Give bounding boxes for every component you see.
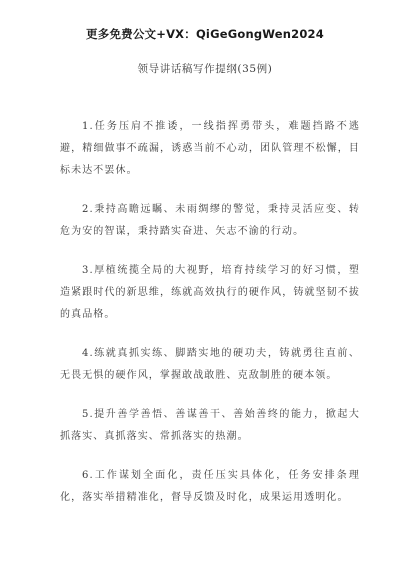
paragraph-5: 5.提升善学善悟、善谋善干、善始善终的能力，掀起大抓落实、真抓落实、常抓落实的热潮。 bbox=[60, 409, 360, 442]
paragraph-4: 4.练就真抓实练、脚踏实地的硬功夫，铸就勇往直前、无畏无惧的硬作风，掌握敢战敢胜、克敌制胜的硬本领。 bbox=[60, 348, 360, 381]
document-title: 领导讲话稿写作提纲(35例) bbox=[137, 63, 273, 75]
paragraph-1: 1.任务压肩不推诿，一线指挥勇带头，难题挡路不逃避，精细做事不疏漏，诱惑当前不心动，团队管理不松懈，目标未达不罢休。 bbox=[60, 121, 360, 176]
promo-header: 更多免费公文+VX：QiGeGongWen2024 bbox=[86, 27, 324, 41]
document-body bbox=[60, 116, 360, 526]
paragraph-3: 3.厚植统揽全局的大视野，培育持续学习的好习惯，塑造紧跟时代的新思维，练就高效执行的硬作风，铸就坚韧不拔的真品格。 bbox=[60, 265, 360, 320]
paragraph-2: 2.秉持高瞻远瞩、未雨绸缪的警觉，秉持灵活应变、转危为安的智谋，秉持踏实奋进、矢志不渝的行动。 bbox=[60, 204, 360, 237]
paragraph-6: 6.工作谋划全面化，责任压实具体化，任务安排条理化，落实举措精准化，督导反馈及时化，成果运用透明化。 bbox=[60, 470, 360, 503]
